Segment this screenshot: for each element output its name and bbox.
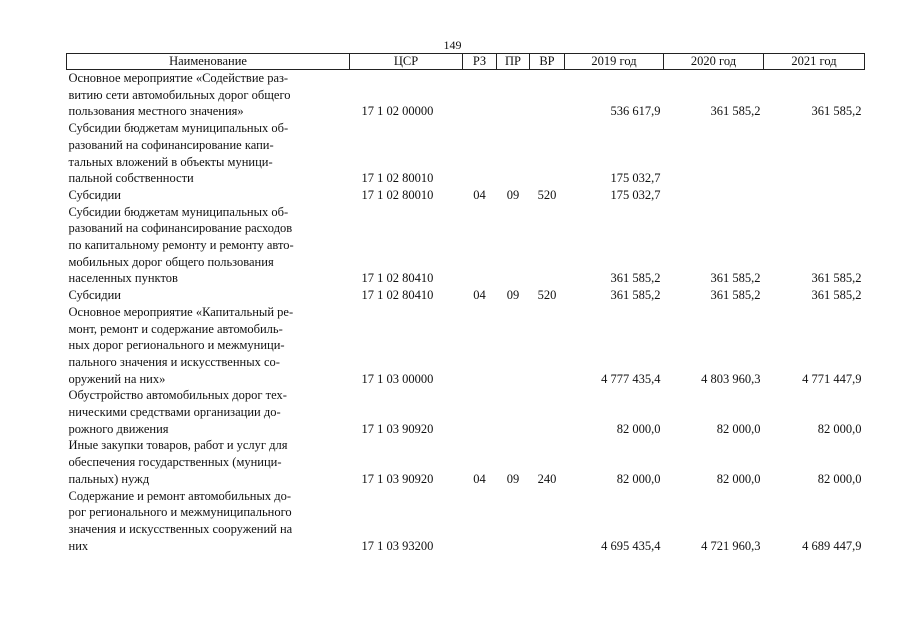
name-line: разований на софинансирование капи- <box>68 137 274 152</box>
cell-2019: 82 000,0 <box>616 421 661 436</box>
name-line: витию сети автомобильных дорог общего <box>68 87 291 102</box>
cell-csr: 17 1 02 80010 <box>361 171 434 186</box>
header-csr: ЦСР <box>350 54 463 70</box>
cell-name <box>67 304 350 388</box>
cell-rz: 04 <box>473 288 486 303</box>
cell-2020 <box>664 120 764 187</box>
cell-pr: 09 <box>506 288 520 303</box>
cell-name <box>67 70 350 121</box>
cell-2019: 175 032,7 <box>610 187 661 202</box>
name-line: них <box>68 538 89 553</box>
cell-2020 <box>664 187 764 204</box>
cell-vr <box>530 387 565 437</box>
table-header-row <box>67 54 865 70</box>
cell-name <box>67 437 350 487</box>
cell-csr: 17 1 02 00000 <box>361 104 434 119</box>
cell-vr: 520 <box>537 187 557 202</box>
name-line: Основное мероприятие «Капитальный ре- <box>68 304 294 319</box>
name-line: Субсидии бюджетам муниципальных об- <box>68 121 289 136</box>
name-line: Субсидии бюджетам муниципальных об- <box>68 204 289 219</box>
cell-2019: 361 585,2 <box>610 288 661 303</box>
cell-2019: 175 032,7 <box>610 171 661 186</box>
cell-2021: 361 585,2 <box>811 288 862 303</box>
name-line: Обустройство автомобильных дорог тех- <box>68 388 287 403</box>
name-line: пальных) нужд <box>68 471 150 486</box>
cell-name <box>67 387 350 437</box>
header-pr: ПР <box>497 54 530 70</box>
cell-vr <box>530 204 565 288</box>
cell-2020: 361 585,2 <box>710 288 761 303</box>
page-number: 149 <box>443 38 462 52</box>
header-2021: 2021 год <box>764 54 865 70</box>
cell-2019: 4 695 435,4 <box>601 538 661 553</box>
name-line: оружений на них» <box>68 371 166 386</box>
cell-rz <box>463 204 497 288</box>
name-line: Содержание и ремонт автомобильных до- <box>68 488 292 503</box>
cell-rz <box>463 120 497 187</box>
cell-vr <box>530 120 565 187</box>
name-line: ных дорог регионального и межмуници- <box>68 338 285 353</box>
name-line: мобильных дорог общего пользования <box>68 254 274 269</box>
cell-2020: 361 585,2 <box>710 104 761 119</box>
table-row <box>67 304 865 388</box>
name-line: Субсидии <box>68 288 121 303</box>
cell-2019: 536 617,9 <box>610 104 661 119</box>
name-line: пользования местного значения» <box>68 104 244 119</box>
cell-csr: 17 1 02 80410 <box>361 288 434 303</box>
cell-name <box>67 120 350 187</box>
name-line: рожного движения <box>68 421 169 436</box>
cell-2021: 4 771 447,9 <box>802 371 862 386</box>
cell-pr: 09 <box>506 471 520 486</box>
cell-vr <box>530 488 565 555</box>
name-line: значения и искусственных сооружений на <box>68 521 293 536</box>
cell-pr <box>497 488 530 555</box>
cell-pr <box>497 120 530 187</box>
cell-2021: 4 689 447,9 <box>802 538 862 553</box>
cell-rz <box>463 70 497 121</box>
cell-pr <box>497 387 530 437</box>
table-row <box>67 387 865 437</box>
cell-2021 <box>764 120 865 187</box>
name-line: пального значения и искусственных со- <box>68 354 280 369</box>
table-row <box>67 437 865 487</box>
cell-2020: 4 721 960,3 <box>701 538 761 553</box>
table-row <box>67 488 865 555</box>
cell-2019: 361 585,2 <box>610 271 661 286</box>
cell-name <box>67 287 350 304</box>
table-row <box>67 70 865 121</box>
header-2020: 2020 год <box>664 54 764 70</box>
cell-2020: 82 000,0 <box>716 471 761 486</box>
cell-2020: 4 803 960,3 <box>701 371 761 386</box>
cell-name <box>67 187 350 204</box>
cell-pr <box>497 204 530 288</box>
name-line: пальной собственности <box>68 171 194 186</box>
cell-csr: 17 1 03 93200 <box>361 538 434 553</box>
cell-rz <box>463 304 497 388</box>
name-line: Основное мероприятие «Содействие раз- <box>68 71 289 85</box>
cell-2021: 82 000,0 <box>817 471 862 486</box>
cell-2019: 82 000,0 <box>616 471 661 486</box>
name-line: монт, ремонт и содержание автомобиль- <box>68 321 283 336</box>
name-line: Иные закупки товаров, работ и услуг для <box>68 438 288 453</box>
cell-pr: 09 <box>506 187 520 202</box>
budget-table <box>66 53 865 554</box>
cell-rz <box>463 387 497 437</box>
cell-csr: 17 1 02 80010 <box>361 187 434 202</box>
cell-2021 <box>764 187 865 204</box>
cell-2020: 82 000,0 <box>716 421 761 436</box>
cell-rz <box>463 488 497 555</box>
table-row <box>67 287 865 304</box>
cell-vr <box>530 70 565 121</box>
header-2019: 2019 год <box>565 54 664 70</box>
cell-vr: 520 <box>537 288 557 303</box>
header-rz: РЗ <box>463 54 497 70</box>
cell-2021: 361 585,2 <box>811 104 862 119</box>
table-body <box>67 70 865 555</box>
table-row <box>67 204 865 288</box>
cell-2021: 361 585,2 <box>811 271 862 286</box>
cell-pr <box>497 70 530 121</box>
cell-2021: 82 000,0 <box>817 421 862 436</box>
name-line: населенных пунктов <box>68 271 178 286</box>
cell-csr: 17 1 03 90920 <box>361 471 434 486</box>
cell-csr: 17 1 02 80410 <box>361 271 434 286</box>
cell-vr <box>530 304 565 388</box>
name-line: тальных вложений в объекты муници- <box>68 154 273 169</box>
header-name: Наименование <box>67 54 350 70</box>
cell-rz: 04 <box>473 471 486 486</box>
cell-pr <box>497 304 530 388</box>
cell-2020: 361 585,2 <box>710 271 761 286</box>
table-row <box>67 187 865 204</box>
name-line: разований на софинансирование расходов <box>68 221 293 236</box>
cell-2019: 4 777 435,4 <box>601 371 661 386</box>
name-line: рог регионального и межмуниципального <box>68 505 292 520</box>
cell-vr: 240 <box>537 471 557 486</box>
header-vr: ВР <box>530 54 565 70</box>
table-row <box>67 120 865 187</box>
cell-name <box>67 488 350 555</box>
name-line: по капитальному ремонту и ремонту авто- <box>68 238 294 253</box>
name-line: ническими средствами организации до- <box>68 405 281 420</box>
cell-name <box>67 204 350 288</box>
name-line: Субсидии <box>68 187 121 202</box>
name-line: обеспечения государственных (муници- <box>68 455 282 470</box>
cell-csr: 17 1 03 00000 <box>361 371 434 386</box>
cell-rz: 04 <box>473 187 486 202</box>
cell-csr: 17 1 03 90920 <box>361 421 434 436</box>
